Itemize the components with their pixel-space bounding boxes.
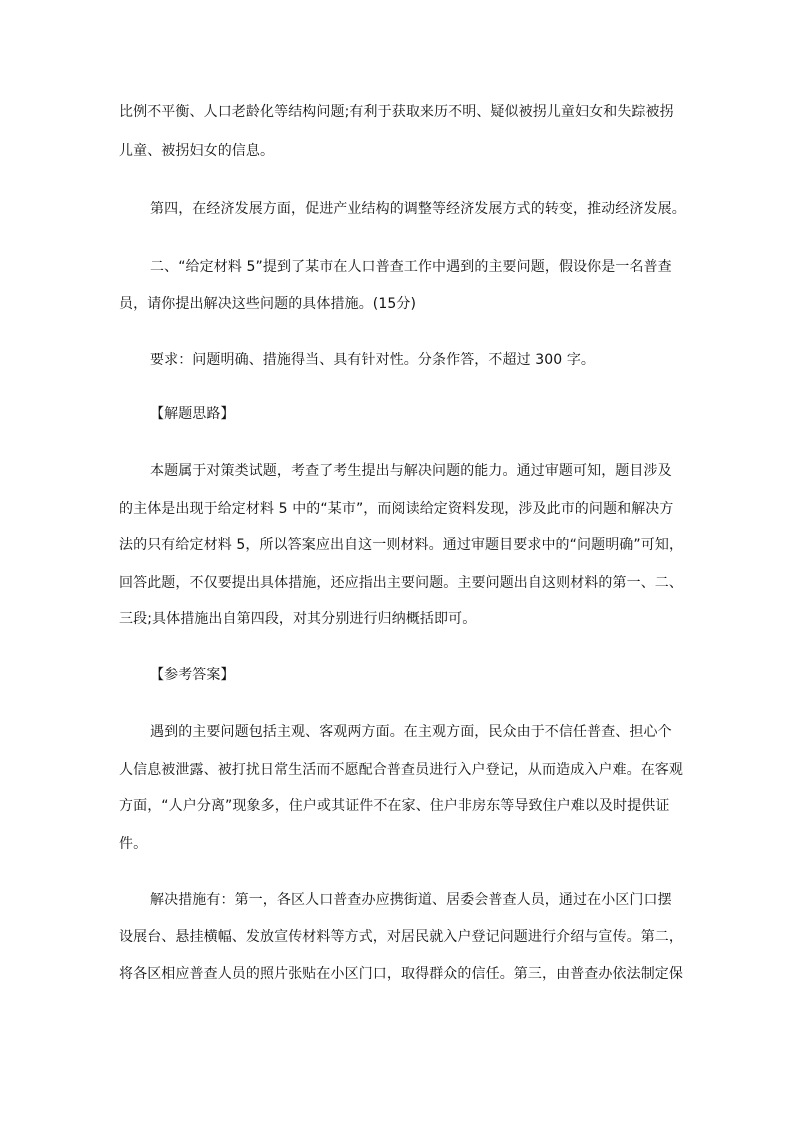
answer-text: 件。	[119, 836, 148, 852]
answer-text: 人信息被泄露、被打扰日常生活而不愿配合普查员进行入户登记，从而造成入户难。在客观	[119, 762, 683, 778]
analysis-text: 回答此题，不仅要提出具体措施，还应指出主要问题。主要问题出自这则材料的第一、二、	[119, 575, 683, 591]
text-line: 儿童、被拐妇女的信息。	[119, 143, 275, 159]
analysis-text: 本题属于对策类试题，考查了考生提出与解决问题的能力。通过审题可知，题目涉及	[150, 463, 672, 479]
requirement-text: 要求：问题明确、措施得当、具有针对性。分条作答，不超过 300 字。	[150, 352, 596, 368]
text-line: 比例不平衡、人口老龄化等结构问题;有利于获取来历不明、疑似被拐儿童妇女和失踪被拐	[119, 104, 674, 120]
question-text: 员，请你提出解决这些问题的具体措施。(15分)	[119, 296, 417, 312]
analysis-text: 法的只有给定材料 5，所以答案应出自这一则材料。通过审题目要求中的“问题明确”可知，	[119, 537, 684, 553]
measures-text: 将各区相应普查人员的照片张贴在小区门口，取得群众的信任。第三，由普查办依法制定保	[119, 966, 683, 982]
measures-text: 设展台、悬挂横幅、发放宣传材料等方式，对居民就入户登记问题进行介绍与宣传。第二，	[119, 929, 683, 945]
question-text: 二、“给定材料 5”提到了某市在人口普查工作中遇到的主要问题，假设你是一名普查	[150, 259, 672, 275]
analysis-text: 的主体是出现于给定材料 5 中的“某市”，而阅读给定资料发现，涉及此市的问题和解决方	[119, 501, 674, 517]
answer-text: 方面，“人户分离”现象多，住户或其证件不在家、住户非房东等导致住户难以及时提供证	[119, 798, 670, 814]
analysis-text: 三段;具体措施出自第四段，对其分别进行归纳概括即可。	[119, 611, 477, 627]
section-heading-answer: 【参考答案】	[150, 667, 235, 683]
section-heading-analysis: 【解题思路】	[150, 406, 235, 422]
paragraph-heading-fourth: 第四，在经济发展方面，促进产业结构的调整等经济发展方式的转变，推动经济发展。	[150, 201, 686, 217]
measures-text: 解决措施有：第一，各区人口普查办应携街道、居委会普查人员，通过在小区门口摆	[150, 892, 672, 908]
answer-text: 遇到的主要问题包括主观、客观两方面。在主观方面，民众由于不信任普查、担心个	[150, 724, 672, 740]
